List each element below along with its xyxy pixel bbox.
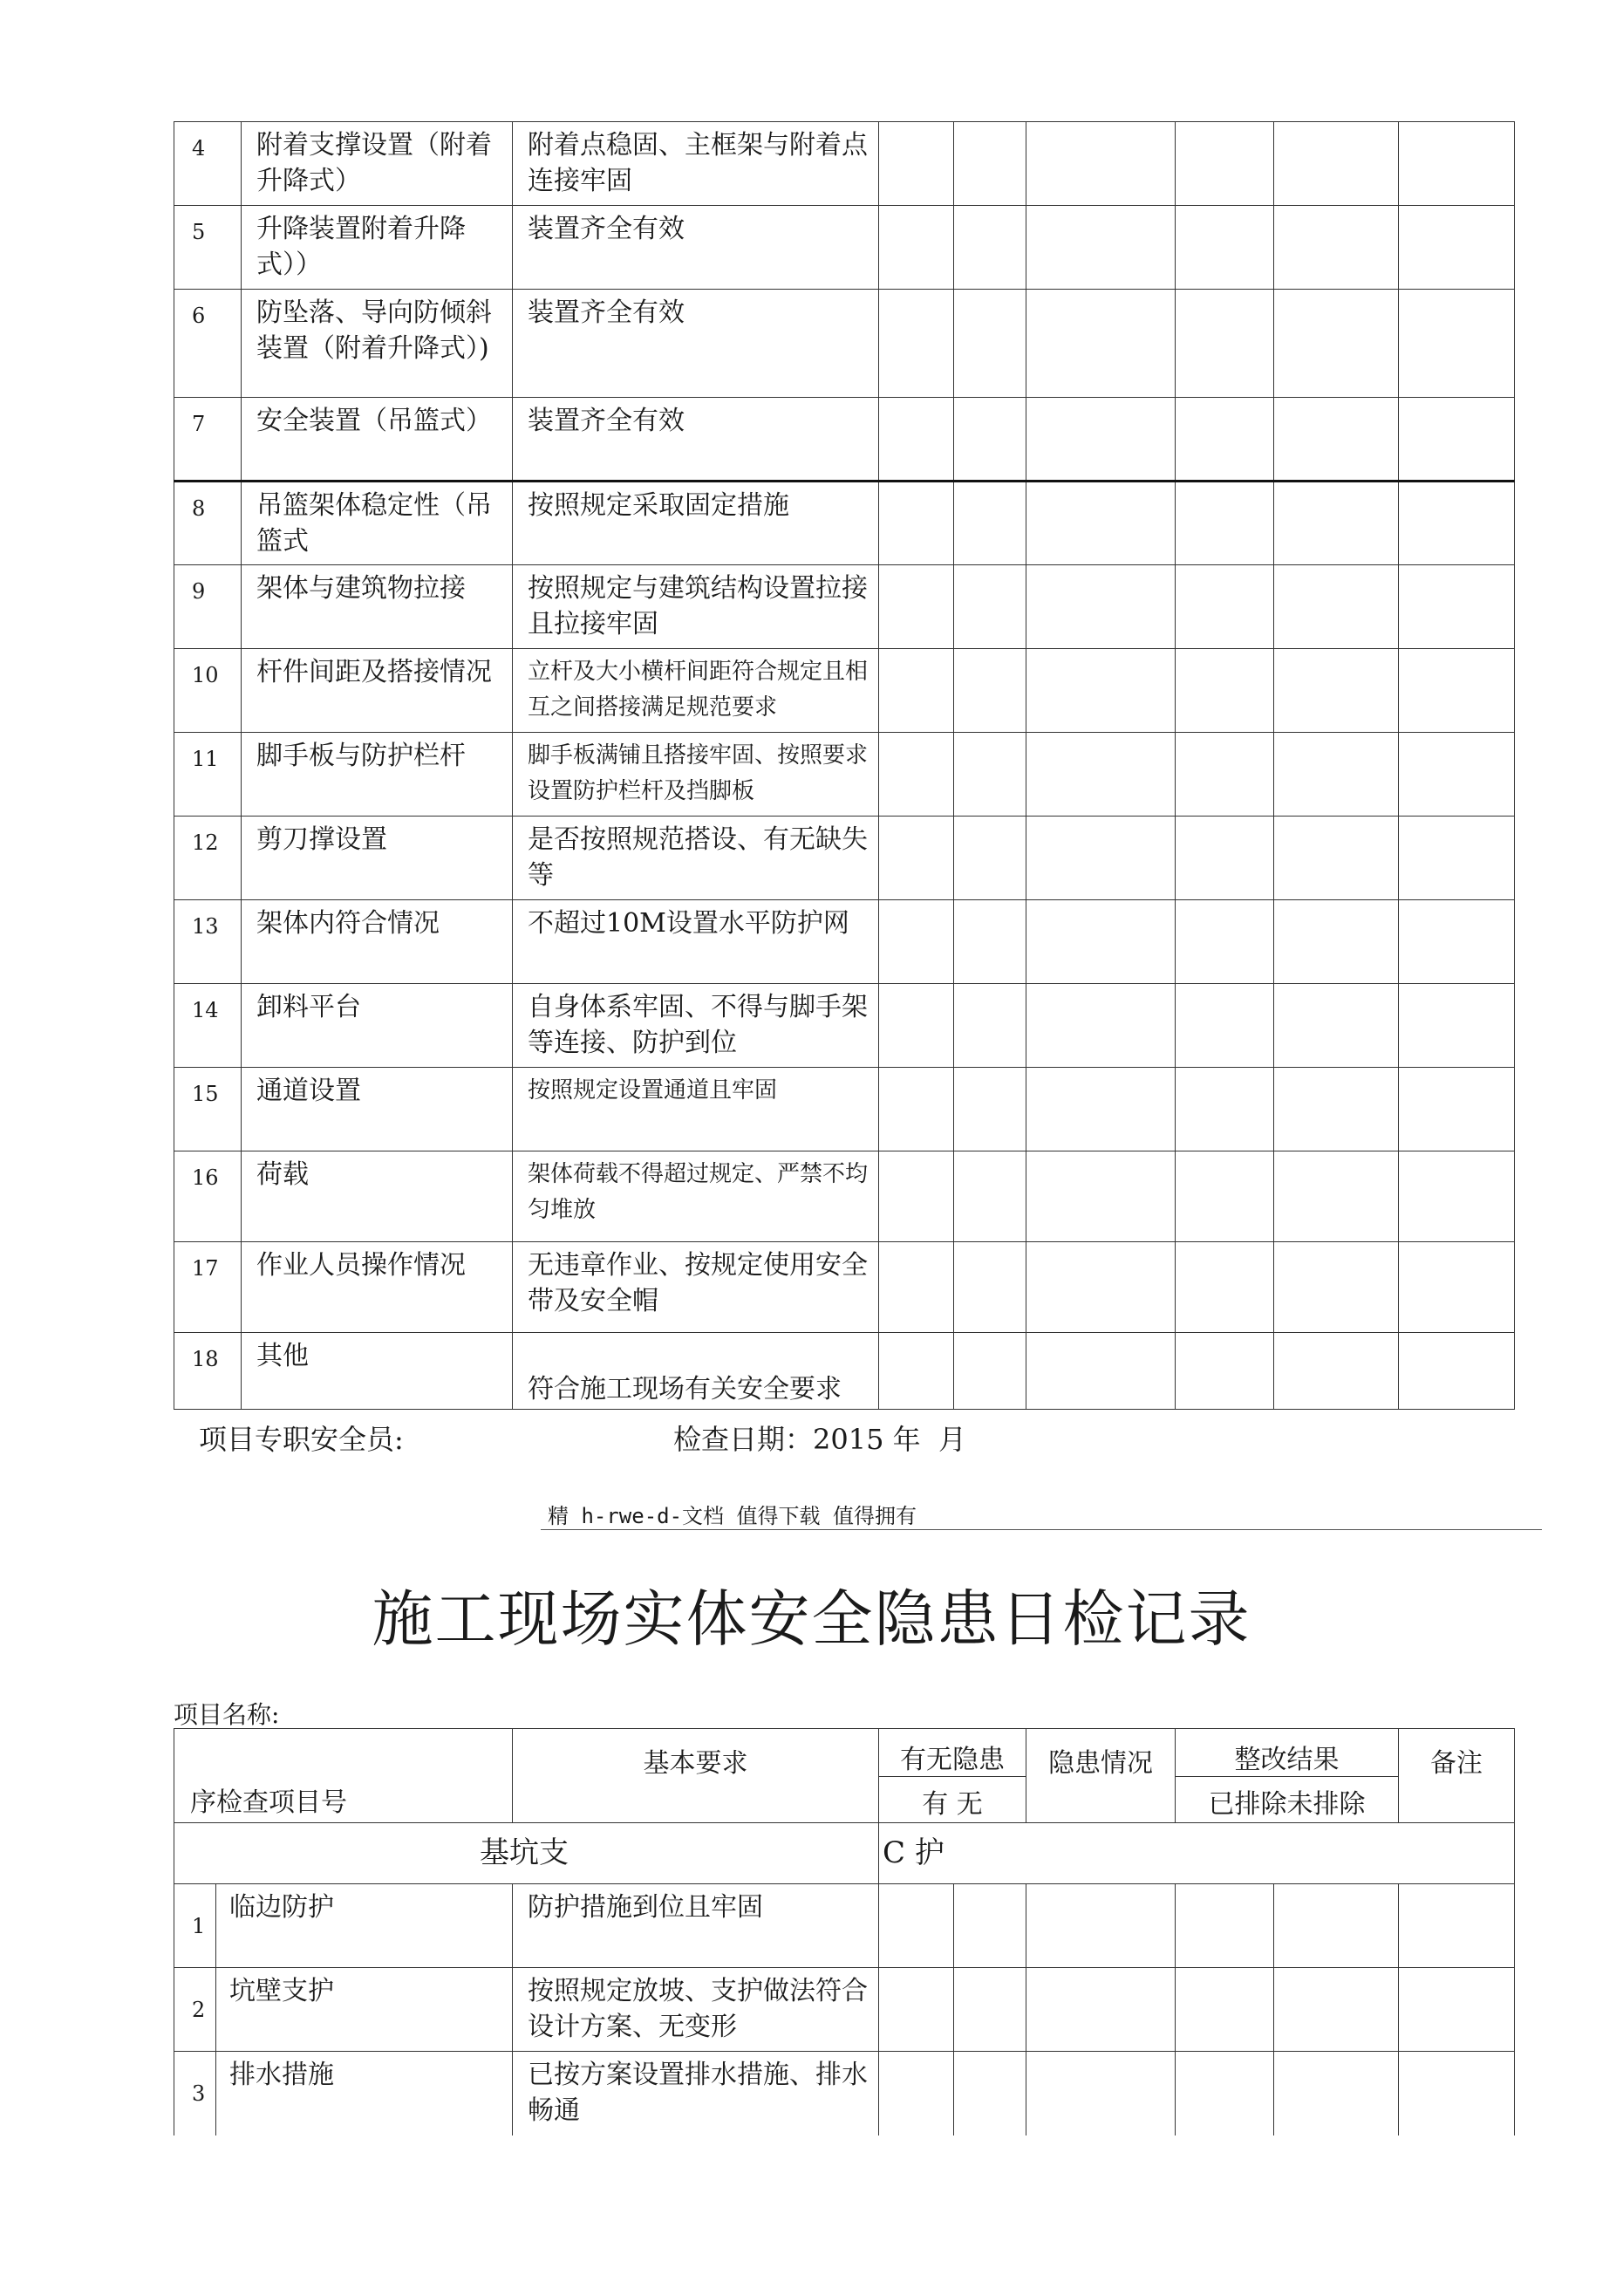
check-item: 通道设置 [242, 1068, 513, 1151]
header-hazard: 有无隐患 [879, 1729, 1026, 1777]
inspection-table-continued [174, 121, 1515, 1410]
unresolved-cell [1274, 1242, 1399, 1333]
hazard-no-cell [954, 1068, 1026, 1151]
table-row [174, 290, 1515, 398]
hazard-situation-cell [1026, 1968, 1176, 2052]
hazard-no-cell [954, 1242, 1026, 1333]
hazard-no-cell [954, 1151, 1026, 1242]
unresolved-cell [1274, 122, 1399, 206]
unresolved-cell [1274, 565, 1399, 649]
footer-note: 精 h-rwe-d-文档 值得下载 值得拥有 [548, 1504, 917, 1528]
hazard-yes-cell [879, 206, 954, 290]
inspection-date-label: 检查日期：2015 年 月 [673, 1423, 966, 1456]
remark-cell [1399, 984, 1515, 1068]
header-hazard-situation: 隐患情况 [1026, 1729, 1176, 1823]
unresolved-cell [1274, 290, 1399, 398]
check-item: 架体与建筑物拉接 [242, 565, 513, 649]
header-rectification-result: 整改结果 [1176, 1729, 1399, 1777]
header-remark: 备注 [1399, 1729, 1515, 1823]
hazard-no-cell [954, 290, 1026, 398]
basic-requirement: 附着点稳固、主框架与附着点连接牢固 [513, 122, 879, 206]
resolved-cell [1176, 1242, 1274, 1333]
resolved-cell [1176, 649, 1274, 733]
hazard-situation-cell [1026, 984, 1176, 1068]
basic-requirement: 架体荷载不得超过规定、严禁不均匀堆放 [513, 1151, 879, 1242]
table-row [174, 206, 1515, 290]
unresolved-cell [1274, 649, 1399, 733]
resolved-cell [1176, 122, 1274, 206]
row-number: 9 [174, 565, 242, 649]
remark-cell [1399, 900, 1515, 984]
table-row [174, 733, 1515, 817]
hazard-no-cell [954, 1884, 1026, 1968]
resolved-cell [1176, 482, 1274, 565]
hazard-situation-cell [1026, 2052, 1176, 2135]
hazard-no-cell [954, 565, 1026, 649]
hazard-yes-cell [879, 2052, 954, 2135]
remark-cell [1399, 1068, 1515, 1151]
header-hazard-sub: 有 无 [879, 1777, 1026, 1823]
resolved-cell [1176, 1333, 1274, 1410]
hazard-yes-cell [879, 1333, 954, 1410]
footer-rule [541, 1529, 1542, 1530]
remark-cell [1399, 1333, 1515, 1410]
unresolved-cell [1274, 1968, 1399, 2052]
table-row [174, 1884, 1515, 1968]
basic-requirement: 不超过10M设置水平防护网 [513, 900, 879, 984]
remark-cell [1399, 817, 1515, 900]
row-number: 16 [174, 1151, 242, 1242]
hazard-situation-cell [1026, 1151, 1176, 1242]
resolved-cell [1176, 1968, 1274, 2052]
check-item: 升降装置附着升降式）） [242, 206, 513, 290]
remark-cell [1399, 2052, 1515, 2135]
basic-requirement: 按照规定设置通道且牢固 [513, 1068, 879, 1151]
table-row [174, 1068, 1515, 1151]
hazard-situation-cell [1026, 733, 1176, 817]
row-number: 6 [174, 290, 242, 398]
basic-requirement: 按照规定采取固定措施 [513, 482, 879, 565]
page-title: 施工现场实体安全隐患日检记录 [372, 1583, 1251, 1655]
resolved-cell [1176, 398, 1274, 482]
table-row [174, 900, 1515, 984]
check-item: 坑壁支护 [216, 1968, 513, 2052]
check-item: 吊篮架体稳定性（吊篮式 [242, 482, 513, 565]
table-row [174, 1968, 1515, 2052]
unresolved-cell [1274, 482, 1399, 565]
section-label-right: C 护 [879, 1823, 1515, 1884]
remark-cell [1399, 733, 1515, 817]
remark-cell [1399, 290, 1515, 398]
remark-cell [1399, 649, 1515, 733]
remark-cell [1399, 1968, 1515, 2052]
hazard-no-cell [954, 733, 1026, 817]
row-number: 15 [174, 1068, 242, 1151]
hazard-yes-cell [879, 1242, 954, 1333]
table-row [174, 984, 1515, 1068]
table-row [174, 482, 1515, 565]
basic-requirement: 装置齐全有效 [513, 206, 879, 290]
header-row [174, 1729, 1515, 1777]
hazard-situation-cell [1026, 565, 1176, 649]
hazard-yes-cell [879, 290, 954, 398]
table-row [174, 2052, 1515, 2135]
row-number: 13 [174, 900, 242, 984]
unresolved-cell [1274, 1068, 1399, 1151]
remark-cell [1399, 122, 1515, 206]
header-seq-item: 序检查项目号 [174, 1729, 513, 1823]
unresolved-cell [1274, 2052, 1399, 2135]
hazard-situation-cell [1026, 900, 1176, 984]
hazard-yes-cell [879, 649, 954, 733]
row-number: 10 [174, 649, 242, 733]
remark-cell [1399, 206, 1515, 290]
unresolved-cell [1274, 900, 1399, 984]
unresolved-cell [1274, 984, 1399, 1068]
resolved-cell [1176, 206, 1274, 290]
hazard-situation-cell [1026, 1242, 1176, 1333]
hazard-situation-cell [1026, 1333, 1176, 1410]
basic-requirement: 符合施工现场有关安全要求 [513, 1333, 879, 1410]
check-item: 作业人员操作情况 [242, 1242, 513, 1333]
hazard-yes-cell [879, 733, 954, 817]
check-item: 卸料平台 [242, 984, 513, 1068]
basic-requirement: 自身体系牢固、不得与脚手架等连接、防护到位 [513, 984, 879, 1068]
table-row [174, 1242, 1515, 1333]
basic-requirement: 装置齐全有效 [513, 398, 879, 482]
unresolved-cell [1274, 817, 1399, 900]
hazard-yes-cell [879, 122, 954, 206]
basic-requirement: 装置齐全有效 [513, 290, 879, 398]
unresolved-cell [1274, 733, 1399, 817]
hazard-no-cell [954, 1968, 1026, 2052]
hazard-situation-cell [1026, 398, 1176, 482]
unresolved-cell [1274, 206, 1399, 290]
inspection-table [174, 1728, 1515, 2135]
row-number: 2 [174, 1968, 216, 2052]
check-item: 荷载 [242, 1151, 513, 1242]
basic-requirement: 已按方案设置排水措施、排水畅通 [513, 2052, 879, 2135]
check-item: 脚手板与防护栏杆 [242, 733, 513, 817]
hazard-yes-cell [879, 1068, 954, 1151]
hazard-no-cell [954, 482, 1026, 565]
unresolved-cell [1274, 1884, 1399, 1968]
safety-officer-label: 项目专职安全员: [199, 1423, 404, 1456]
hazard-yes-cell [879, 1884, 954, 1968]
hazard-no-cell [954, 817, 1026, 900]
table-row [174, 649, 1515, 733]
row-number: 17 [174, 1242, 242, 1333]
table-row [174, 122, 1515, 206]
header-result-sub: 已排除未排除 [1176, 1777, 1399, 1823]
hazard-yes-cell [879, 817, 954, 900]
resolved-cell [1176, 984, 1274, 1068]
remark-cell [1399, 1884, 1515, 1968]
remark-cell [1399, 1151, 1515, 1242]
hazard-no-cell [954, 398, 1026, 482]
row-number: 12 [174, 817, 242, 900]
hazard-no-cell [954, 649, 1026, 733]
resolved-cell [1176, 1884, 1274, 1968]
row-number: 14 [174, 984, 242, 1068]
resolved-cell [1176, 733, 1274, 817]
hazard-yes-cell [879, 565, 954, 649]
section-label: 基坑支 [174, 1823, 879, 1884]
row-number: 1 [174, 1884, 216, 1968]
hazard-situation-cell [1026, 817, 1176, 900]
check-item: 架体内符合情况 [242, 900, 513, 984]
hazard-situation-cell [1026, 482, 1176, 565]
check-item: 其他 [242, 1333, 513, 1410]
table-row [174, 1151, 1515, 1242]
hazard-situation-cell [1026, 122, 1176, 206]
hazard-situation-cell [1026, 290, 1176, 398]
hazard-no-cell [954, 984, 1026, 1068]
check-item: 剪刀撑设置 [242, 817, 513, 900]
hazard-yes-cell [879, 900, 954, 984]
remark-cell [1399, 565, 1515, 649]
hazard-yes-cell [879, 984, 954, 1068]
basic-requirement: 防护措施到位且牢固 [513, 1884, 879, 1968]
row-number: 4 [174, 122, 242, 206]
hazard-no-cell [954, 206, 1026, 290]
section-row [174, 1823, 1515, 1884]
basic-requirement: 立杆及大小横杆间距符合规定且相互之间搭接满足规范要求 [513, 649, 879, 733]
resolved-cell [1176, 1151, 1274, 1242]
basic-requirement: 是否按照规范搭设、有无缺失等 [513, 817, 879, 900]
row-number: 7 [174, 398, 242, 482]
unresolved-cell [1274, 1151, 1399, 1242]
hazard-no-cell [954, 122, 1026, 206]
row-number: 5 [174, 206, 242, 290]
hazard-yes-cell [879, 398, 954, 482]
unresolved-cell [1274, 398, 1399, 482]
basic-requirement: 无违章作业、按规定使用安全带及安全帽 [513, 1242, 879, 1333]
table-row [174, 398, 1515, 482]
hazard-situation-cell [1026, 1068, 1176, 1151]
hazard-yes-cell [879, 1151, 954, 1242]
unresolved-cell [1274, 1333, 1399, 1410]
remark-cell [1399, 398, 1515, 482]
check-item: 排水措施 [216, 2052, 513, 2135]
remark-cell [1399, 482, 1515, 565]
table-row [174, 565, 1515, 649]
row-number: 8 [174, 482, 242, 565]
basic-requirement: 脚手板满铺且搭接牢固、按照要求设置防护栏杆及挡脚板 [513, 733, 879, 817]
table-row [174, 1333, 1515, 1410]
resolved-cell [1176, 817, 1274, 900]
table-row [174, 817, 1515, 900]
resolved-cell [1176, 1068, 1274, 1151]
check-item: 安全装置（吊篮式） [242, 398, 513, 482]
resolved-cell [1176, 2052, 1274, 2135]
row-number: 11 [174, 733, 242, 817]
project-name-label: 项目名称: [174, 1700, 280, 1729]
resolved-cell [1176, 900, 1274, 984]
hazard-yes-cell [879, 482, 954, 565]
basic-requirement: 按照规定放坡、支护做法符合设计方案、无变形 [513, 1968, 879, 2052]
resolved-cell [1176, 290, 1274, 398]
hazard-situation-cell [1026, 649, 1176, 733]
remark-cell [1399, 1242, 1515, 1333]
hazard-situation-cell [1026, 206, 1176, 290]
check-item: 附着支撑设置（附着升降式） [242, 122, 513, 206]
header-basic-requirement: 基本要求 [513, 1729, 879, 1823]
check-item: 防坠落、导向防倾斜装置（附着升降式）) [242, 290, 513, 398]
hazard-no-cell [954, 1333, 1026, 1410]
basic-requirement: 按照规定与建筑结构设置拉接且拉接牢固 [513, 565, 879, 649]
resolved-cell [1176, 565, 1274, 649]
hazard-no-cell [954, 2052, 1026, 2135]
row-number: 3 [174, 2052, 216, 2135]
check-item: 杆件间距及搭接情况 [242, 649, 513, 733]
row-number: 18 [174, 1333, 242, 1410]
hazard-situation-cell [1026, 1884, 1176, 1968]
check-item: 临边防护 [216, 1884, 513, 1968]
hazard-no-cell [954, 900, 1026, 984]
hazard-yes-cell [879, 1968, 954, 2052]
